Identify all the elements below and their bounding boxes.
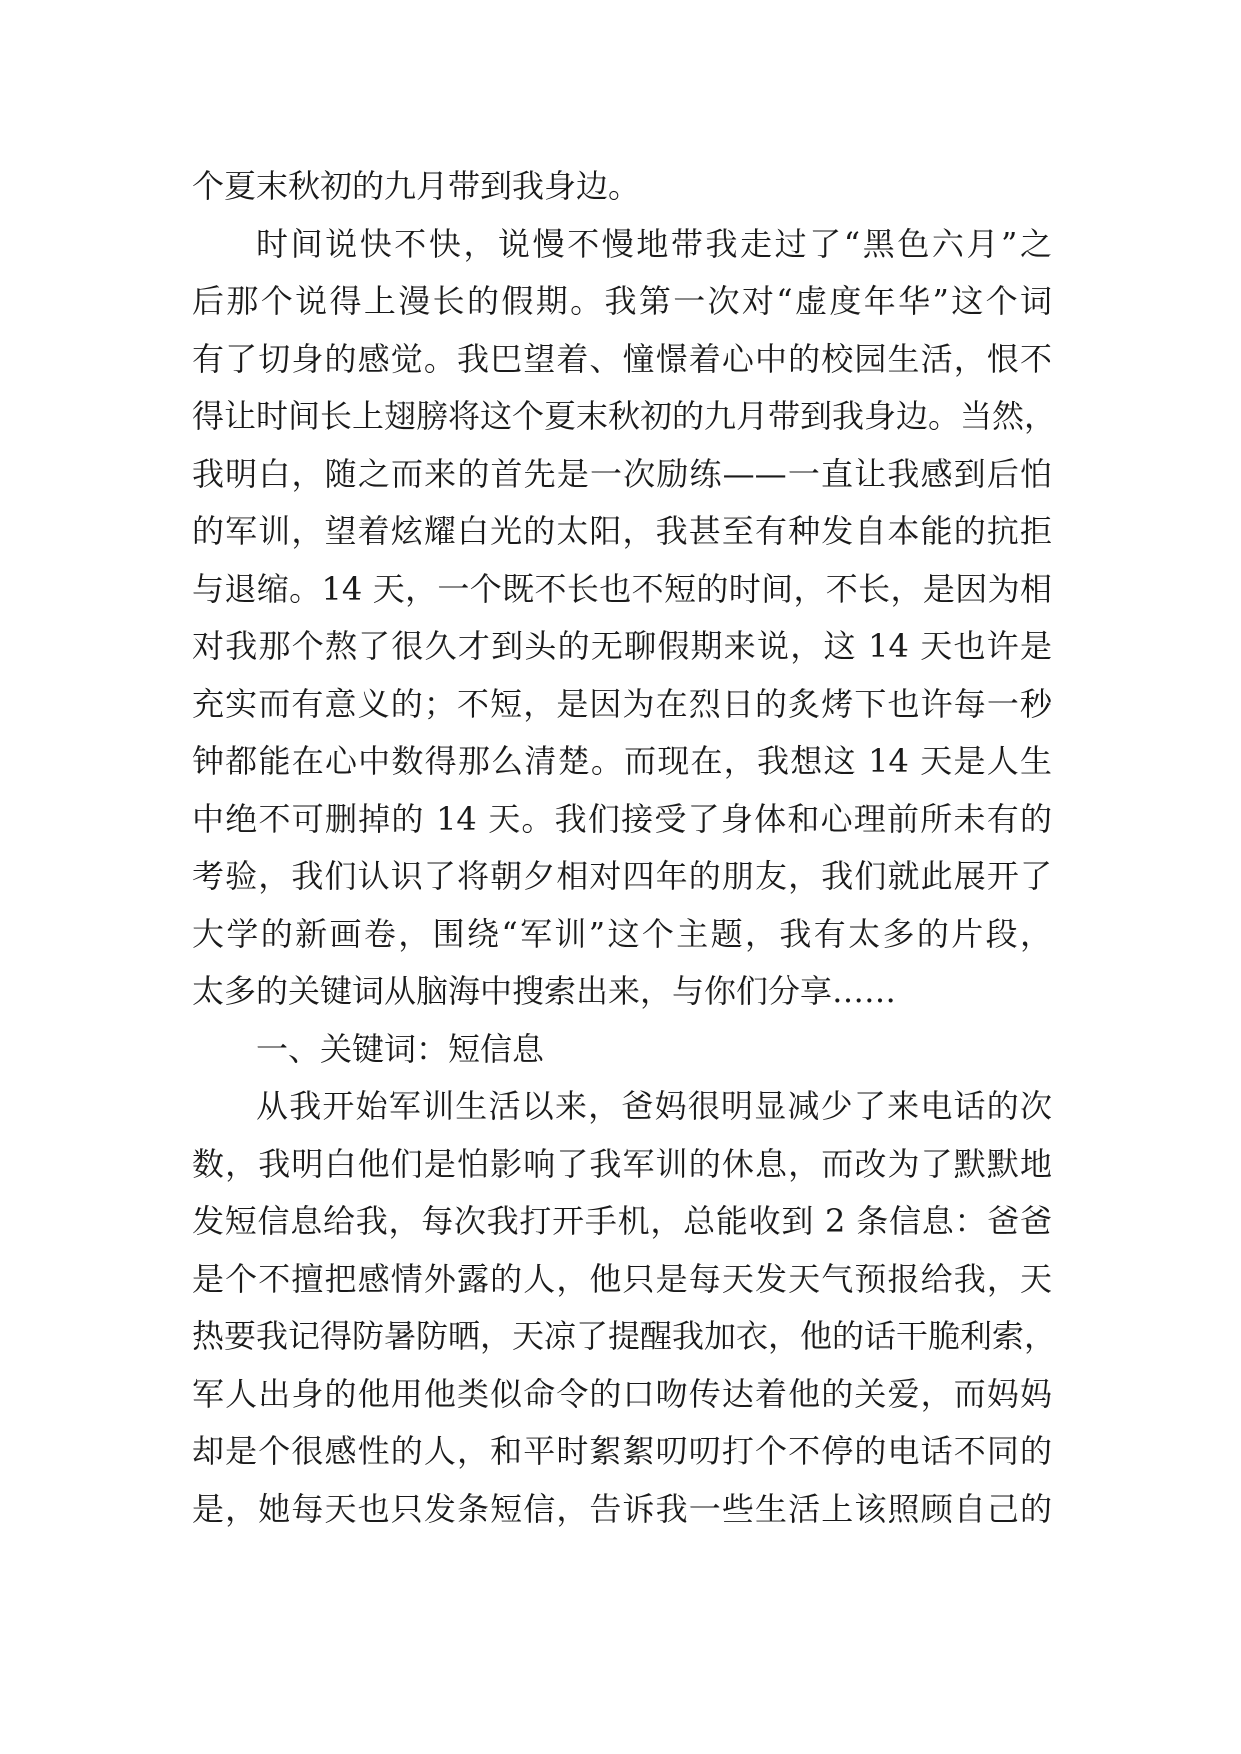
text-line: 对我那个熬了很久才到头的无聊假期来说，这 14 天也许是 xyxy=(192,627,1052,665)
text-line: 我明白，随之而来的首先是一次励练——一直让我感到后怕 xyxy=(192,454,1052,493)
text-line: 与退缩。14 天，一个既不长也不短的时间，不长，是因为相 xyxy=(192,569,1052,608)
text-line: 太多的关键词从脑海中搜索出来，与你们分享…… xyxy=(192,972,897,1010)
text-line: 军人出身的他用他类似命令的口吻传达着他的关爱，而妈妈 xyxy=(192,1374,1052,1413)
text-line: 是个不擅把感情外露的人，他只是每天发天气预报给我，天 xyxy=(192,1259,1052,1298)
text-line: 个夏末秋初的九月带到我身边。 xyxy=(192,167,641,205)
text-line: 得让时间长上翅膀将这个夏末秋初的九月带到我身边。当然， xyxy=(192,397,1057,435)
text-line: 时间说快不快，说慢不慢地带我走过了“黑色六月”之 xyxy=(256,224,1052,263)
body-text xyxy=(192,158,1057,1538)
text-line: 考验，我们认识了将朝夕相对四年的朋友，我们就此展开了 xyxy=(192,857,1052,895)
text-line: 钟都能在心中数得那么清楚。而现在，我想这 14 天是人生 xyxy=(192,742,1052,780)
text-line: 是，她每天也只发条短信，告诉我一些生活上该照顾自己的 xyxy=(192,1489,1052,1528)
text-line: 热要我记得防暑防晒，天凉了提醒我加衣，他的话干脆利索， xyxy=(192,1317,1057,1355)
text-line: 充实而有意义的；不短，是因为在烈日的炙烤下也许每一秒 xyxy=(192,684,1052,723)
text-line: 数，我明白他们是怕影响了我军训的休息，而改为了默默地 xyxy=(192,1144,1052,1183)
text-line: 一、关键词：短信息 xyxy=(256,1029,545,1068)
text-line: 从我开始军训生活以来，爸妈很明显减少了来电话的次 xyxy=(256,1087,1052,1125)
text-line: 后那个说得上漫长的假期。我第一次对“虚度年华”这个词 xyxy=(192,282,1052,320)
text-line: 有了切身的感觉。我巴望着、憧憬着心中的校园生活，恨不 xyxy=(192,339,1052,378)
text-line: 发短信息给我，每次我打开手机，总能收到 2 条信息：爸爸 xyxy=(192,1202,1052,1240)
text-line: 的军训，望着炫耀白光的太阳，我甚至有种发自本能的抗拒 xyxy=(192,512,1052,550)
text-line: 大学的新画卷，围绕“军训”这个主题，我有太多的片段， xyxy=(192,914,1052,953)
text-line: 却是个很感性的人，和平时絮絮叨叨打个不停的电话不同的 xyxy=(192,1432,1052,1470)
text-line: 中绝不可删掉的 14 天。我们接受了身体和心理前所未有的 xyxy=(192,799,1052,838)
